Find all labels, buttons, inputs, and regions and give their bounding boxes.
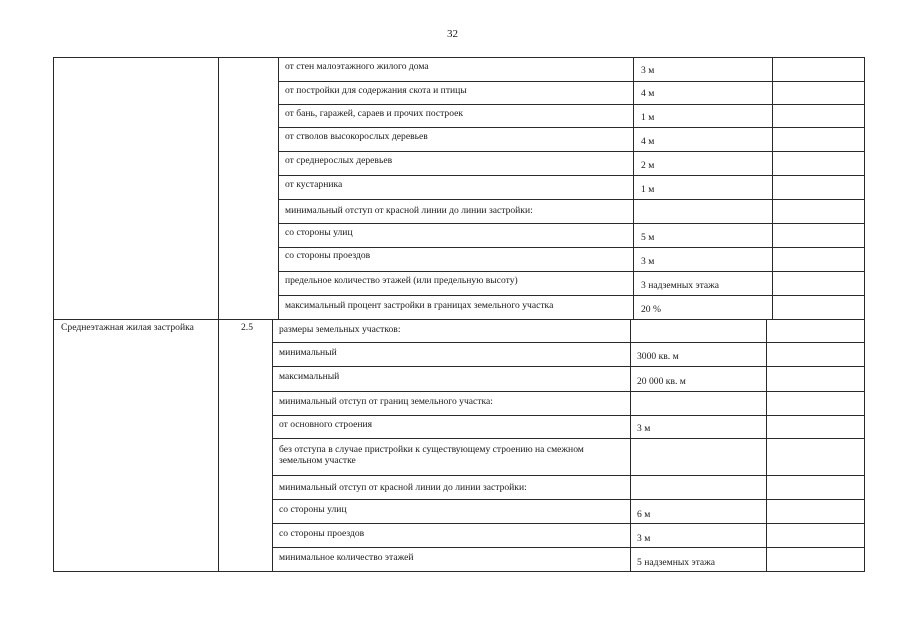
- row-line: [278, 175, 865, 176]
- value-cell: 3 м: [637, 533, 651, 544]
- group-divider: [53, 319, 865, 320]
- table-border-top: [53, 57, 865, 58]
- param-cell: от кустарника: [285, 179, 343, 190]
- column-divider-code-param-lower: [272, 319, 273, 572]
- column-divider-param-value-lower: [630, 319, 631, 572]
- param-cell: без отступа в случае пристройки к существующему строению на смежном земельном участке: [279, 444, 584, 466]
- param-cell: минимальный: [279, 347, 337, 358]
- param-cell: от постройки для содержания скота и птицы: [285, 85, 467, 96]
- row-line: [278, 223, 865, 224]
- row-line: [272, 391, 865, 392]
- param-cell: от основного строения: [279, 419, 373, 430]
- row-line: [278, 104, 865, 105]
- value-cell: 3 надземных этажа: [641, 280, 720, 291]
- group-code: 2.5: [241, 322, 253, 333]
- row-line: [272, 366, 865, 367]
- value-cell: 2 м: [641, 160, 655, 171]
- param-cell: минимальный отступ от красной линии до линии застройки:: [279, 482, 527, 493]
- row-line: [272, 342, 865, 343]
- value-cell: 3 м: [637, 423, 651, 434]
- param-cell: от стен малоэтажного жилого дома: [285, 61, 429, 72]
- value-cell: 3000 кв. м: [637, 351, 679, 362]
- param-cell: со стороны улиц: [279, 504, 347, 515]
- param-cell: со стороны проездов: [285, 250, 371, 261]
- param-cell: минимальный отступ от границ земельного участка:: [279, 396, 493, 407]
- value-cell: 5 м: [641, 232, 655, 243]
- table-border-right: [864, 57, 865, 572]
- regulations-table: [53, 57, 865, 572]
- row-line: [272, 499, 865, 500]
- row-line: [272, 415, 865, 416]
- row-line: [278, 151, 865, 152]
- value-cell: 4 м: [641, 136, 655, 147]
- table-border-bottom: [53, 571, 865, 572]
- value-cell: 6 м: [637, 509, 651, 520]
- param-cell: предельное количество этажей (или предельную высоту): [285, 275, 518, 286]
- row-line: [278, 247, 865, 248]
- param-cell: размеры земельных участков:: [279, 324, 401, 335]
- param-cell: максимальный: [279, 371, 340, 382]
- value-cell: 3 м: [641, 256, 655, 267]
- column-divider-name-code: [218, 57, 219, 572]
- value-cell: 4 м: [641, 88, 655, 99]
- row-line: [272, 547, 865, 548]
- param-cell: минимальный отступ от красной линии до линии застройки:: [285, 205, 533, 216]
- row-line: [272, 438, 865, 439]
- row-line: [272, 523, 865, 524]
- row-line: [278, 81, 865, 82]
- row-line: [278, 295, 865, 296]
- param-cell: максимальный процент застройки в границах земельного участка: [285, 300, 554, 311]
- column-divider-param-value: [633, 57, 634, 319]
- value-cell: 3 м: [641, 65, 655, 76]
- param-cell: от среднерослых деревьев: [285, 155, 393, 166]
- column-divider-code-param: [278, 57, 279, 319]
- value-cell: 1 м: [641, 184, 655, 195]
- value-cell: 1 м: [641, 112, 655, 123]
- row-line: [278, 127, 865, 128]
- value-cell: 20 000 кв. м: [637, 376, 686, 387]
- group-name: Среднеэтажная жилая застройка: [61, 322, 194, 333]
- column-divider-value-extra: [772, 57, 773, 319]
- column-divider-value-extra-lower: [766, 319, 767, 572]
- param-cell: со стороны проездов: [279, 528, 365, 539]
- param-cell: от стволов высокорослых деревьев: [285, 131, 428, 142]
- param-cell: со стороны улиц: [285, 227, 353, 238]
- page-number: 32: [447, 28, 458, 40]
- param-cell: минимальное количество этажей: [279, 552, 414, 563]
- row-line: [278, 271, 865, 272]
- param-cell: от бань, гаражей, сараев и прочих построек: [285, 108, 464, 119]
- value-cell: 5 надземных этажа: [637, 557, 716, 568]
- value-cell: 20 %: [641, 304, 661, 315]
- row-line: [272, 475, 865, 476]
- table-border-left: [53, 57, 54, 572]
- row-line: [278, 199, 865, 200]
